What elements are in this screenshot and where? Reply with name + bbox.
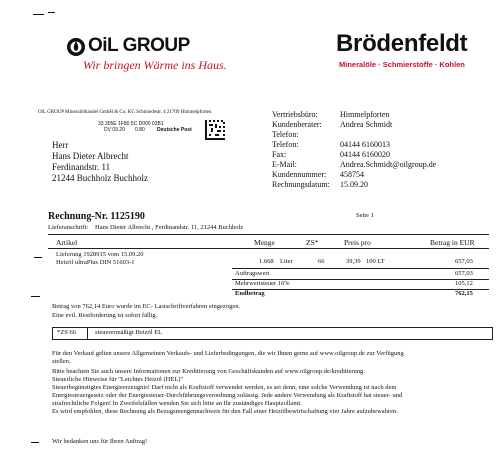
table-header-rule: [48, 248, 489, 249]
tax-heading: Steuerliche Hinweise für "Leichtes Heizöl (HEL)": [52, 376, 184, 383]
delivery-address-value: Hans Dieter Albrecht , Ferdinandstr. 11, 21244 Buchholz: [95, 224, 244, 231]
column-artikel: Artikel: [56, 238, 78, 247]
tax-note-box: [52, 327, 493, 340]
postal-code: 33 305E 1F80 5C D000 02B1: [98, 121, 164, 127]
fold-mark: [33, 14, 44, 15]
product-line: Heizöl ultraPlus DIN 51603-1: [56, 259, 135, 266]
item-quantity: 1.668: [259, 258, 274, 265]
delivery-address-label: Lieferanschrift:: [48, 224, 89, 231]
info-value: 04144 6160020: [340, 150, 390, 159]
brodenfeldt-tagline: Mineralöle · Schmierstoffe · Kohlen: [339, 60, 465, 69]
oil-group-slogan: Wir bringen Wärme ins Haus.: [83, 58, 227, 72]
fold-mark: [31, 296, 40, 297]
info-label: Kundenberater:: [272, 120, 322, 129]
info-value: Andrea Schmidt: [340, 120, 393, 129]
item-zs: 66: [318, 258, 325, 265]
totals-rule: [232, 289, 489, 290]
brodenfeldt-wordmark: Brödenfeldt: [336, 30, 468, 57]
sender-line: OiL GROUP Mineralölhandel GmbH & Co. KG Schmiedestr. 4 21709 Himmelpforten: [38, 110, 212, 115]
info-value: 15.09.20: [340, 180, 368, 189]
total-value: 657,03: [455, 270, 473, 277]
payment-note: Betrag von 762,14 Euro wurde im EC- Lastschriftverfahren eingezogen.: [52, 303, 241, 310]
page-number: Seite 1: [356, 212, 374, 219]
tax-warning: Steuerbegünstigtes Energieerzeugnis! Darf nicht als Kraftstoff verwendet werden, es sei denn, eine solche Verwendung ist nach dem: [52, 384, 397, 391]
info-label: Vertriebsbüro:: [272, 110, 318, 119]
info-value: 04144 6160013: [340, 140, 390, 149]
info-label: Telefon:: [272, 140, 299, 149]
info-value: Himmelpforten: [340, 110, 390, 119]
item-price-unit: 100 LT: [366, 258, 385, 265]
tax-note-text: steuerermäßigt Heizöl EL: [95, 329, 163, 336]
recipient-salutation: Herr: [52, 140, 69, 150]
total-label: Endbetrag: [235, 290, 265, 297]
column-betrag: Betrag in EUR: [430, 238, 475, 247]
column-preis: Preis pro: [344, 238, 371, 247]
recipient-city: 21244 Buchholz Buchholz: [52, 173, 148, 183]
fold-mark: [31, 442, 39, 443]
info-value: 458754: [340, 170, 364, 179]
datamatrix-icon: [205, 120, 225, 140]
terms-text-cont: stellen.: [52, 358, 71, 365]
column-zs: ZS*: [306, 238, 319, 247]
info-label: Telefon:: [272, 130, 299, 139]
info-label: Fax:: [272, 150, 287, 159]
oil-group-wordmark: OiL GROUP: [88, 35, 190, 56]
item-amount: 657,03: [455, 258, 473, 265]
tax-note-code-cell: [53, 328, 88, 339]
payment-note-2: Eine evtl. Restforderung ist sofort fällig.: [52, 312, 158, 319]
column-menge: Menge: [254, 238, 275, 247]
item-price: 39,39: [346, 258, 361, 265]
terms-text: Für den Verkauf gelten unsere Allgemeinen Verkaufs- und Lieferbedingungen, die wir Ihnen gerne auf www.oilgroup.de zur Verfügung: [52, 350, 404, 357]
info-value: Andrea.Schmidt@oilgroup.de: [340, 160, 437, 169]
recipient-street: Ferdinandstr. 11: [52, 162, 111, 172]
total-value: 762,15: [455, 290, 473, 297]
delivery-line: Lieferung 1928915 vom 15.09.20: [56, 251, 144, 258]
retention-note: Es wird empfohlen, diese Rechnung als Bezugsmengennachweis für den Fall einer Heizölbewirtschaftung vier Jahre aufzubewahren.: [52, 408, 398, 415]
postal-fee: 0.80: [135, 127, 145, 133]
invoice-title: Rechnung-Nr. 1125190: [48, 211, 145, 222]
table-top-rule: [48, 234, 489, 235]
tax-warning-2: Energiesteuergesetz oder der Energiesteuer-Durchführungsverordnung zulässig. Jede andere Verwendung als Kraftstoff hat steuer- und: [52, 392, 403, 399]
fold-mark: [48, 12, 55, 13]
totals-top-rule: [232, 268, 489, 269]
info-label: Rechnungsdatum:: [272, 180, 330, 189]
info-label: E-Mail:: [272, 160, 297, 169]
item-unit: Liter: [280, 258, 293, 265]
credit-note: Bitte beachten Sie auch unsere Informationen zur Kreditierung von Geschäftskunden auf www.oilgroup.de/kreditierung.: [52, 368, 365, 375]
postal-date: DV 09.20: [104, 127, 125, 133]
deutsche-post-label: Deutsche Post: [157, 127, 192, 133]
total-value: 105,12: [455, 280, 473, 287]
total-label: Mehrwertsteuer 16%: [235, 280, 290, 287]
info-label: Kundennummer:: [272, 170, 327, 179]
total-label: Auftragswert: [235, 270, 270, 277]
tax-note-code: *ZS 66: [57, 329, 76, 336]
recipient-name: Hans Dieter Albrecht: [52, 151, 129, 161]
thanks-note: Wir bedanken uns für Ihren Auftrag!: [52, 438, 148, 445]
tax-warning-3: strafrechtliche Folgen! In Zweifelsfällen wenden Sie sich bitte an Ihr zuständiges Hauptzollamt.: [52, 400, 302, 407]
fold-mark: [34, 257, 42, 258]
oil-drop-icon: [66, 37, 86, 57]
